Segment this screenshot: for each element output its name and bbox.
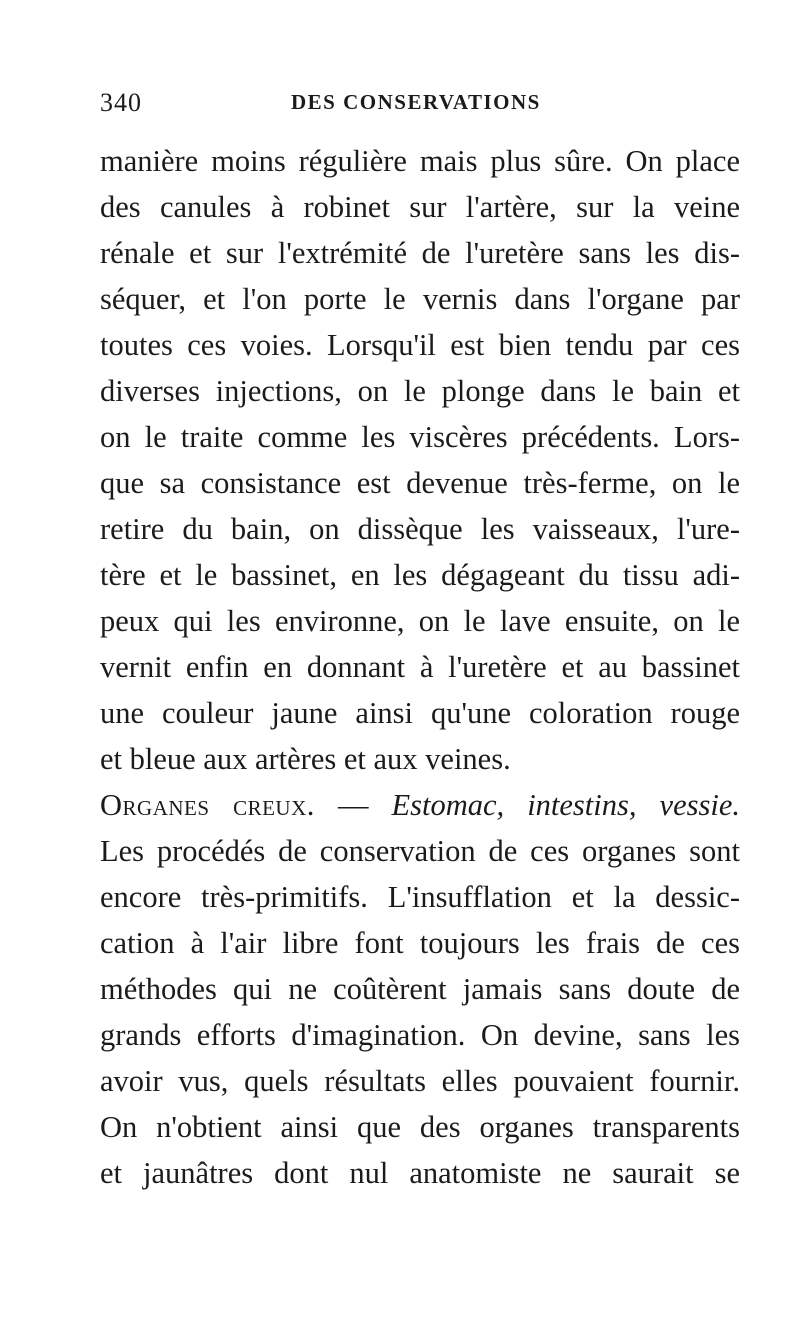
running-head (100, 88, 740, 118)
text-line: et jaunâtres dont nul anatomiste ne saurait se (100, 1156, 740, 1190)
section-heading-line (100, 782, 740, 828)
heading-dash: — (314, 788, 392, 822)
text-line: Les procédés de conservation de ces organes sont (100, 834, 740, 868)
text-line: cation à l'air libre font toujours les frais de ces (100, 926, 740, 960)
text-line: manière moins régulière mais plus sûre. On place (100, 144, 740, 178)
text-line: et bleue aux artères et aux veines. (100, 742, 511, 776)
text-line: vernit enfin en donnant à l'uretère et au bassinet (100, 650, 740, 684)
section-subheading: Estomac, intestins, vessie. (391, 788, 740, 822)
text-line: on le traite comme les viscères précédents. Lors- (100, 420, 740, 454)
text-line: diverses injections, on le plonge dans le bain et (100, 374, 740, 408)
text-line: grands efforts d'imagination. On devine, sans les (100, 1018, 740, 1052)
text-line: peux qui les environne, on le lave ensuite, on le (100, 604, 740, 638)
text-line: retire du bain, on dissèque les vaisseaux, l'ure- (100, 512, 740, 546)
text-line: avoir vus, quels résultats elles pouvaient fournir. (100, 1064, 740, 1098)
text-line: tère et le bassinet, en les dégageant du tissu adi- (100, 558, 740, 592)
text-line: encore très-primitifs. L'insufflation et la dessic- (100, 880, 740, 914)
text-line: que sa consistance est devenue très-ferme, on le (100, 466, 740, 500)
text-line: une couleur jaune ainsi qu'une coloration rouge (100, 696, 740, 730)
running-title: DES CONSERVATIONS (291, 90, 541, 114)
text-line: toutes ces voies. Lorsqu'il est bien tendu par ces (100, 328, 740, 362)
page-number: 340 (100, 88, 142, 117)
text-line: des canules à robinet sur l'artère, sur la veine (100, 190, 740, 224)
text-line: rénale et sur l'extrémité de l'uretère sans les dis- (100, 236, 740, 270)
text-line: On n'obtient ainsi que des organes transparents (100, 1110, 740, 1144)
text-line: méthodes qui ne coûtèrent jamais sans doute de (100, 972, 740, 1006)
section-heading: Organes creux. (100, 788, 315, 822)
body-text (100, 138, 740, 1196)
text-line: séquer, et l'on porte le vernis dans l'organe par (100, 282, 740, 316)
